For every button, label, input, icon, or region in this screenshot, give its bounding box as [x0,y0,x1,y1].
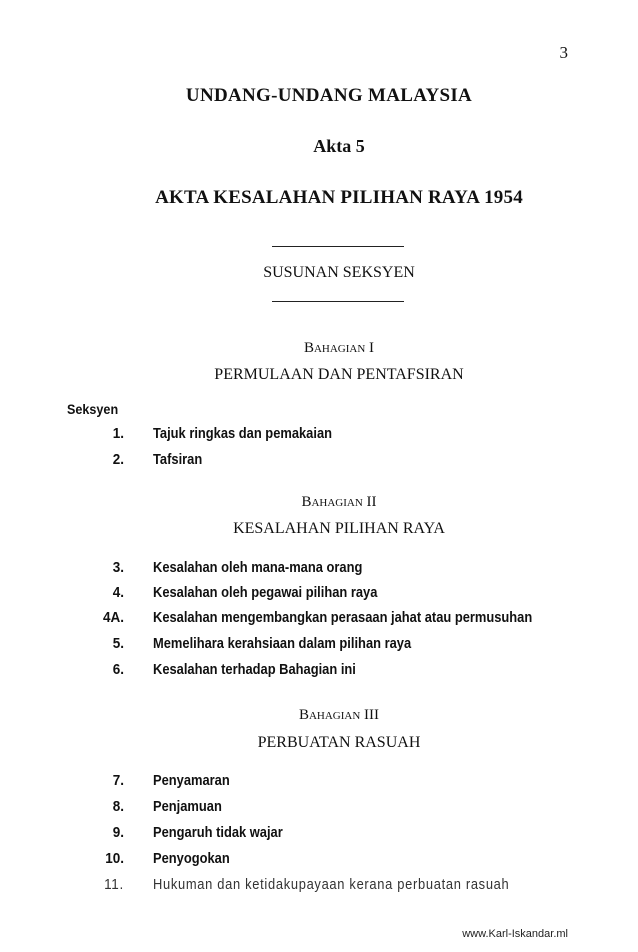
act-number: Akta 5 [313,136,365,156]
section-row [0,451,638,473]
section-title: Kesalahan oleh pegawai pilihan raya [153,584,378,601]
section-number: 4. [112,584,124,601]
section-row [0,850,638,872]
section-title: Penyamaran [153,772,230,789]
section-number: 3. [112,559,124,576]
section-title: Hukuman dan ketidakupayaan kerana perbuatan rasuah [153,876,510,893]
act-name: AKTA KESALAHAN PILIHAN RAYA 1954 [155,187,523,208]
section-number: 1. [112,425,124,442]
part-title: PERBUATAN RASUAH [257,734,421,751]
section-row [0,609,638,631]
section-row [0,584,638,606]
section-row [0,635,638,657]
part-title: PERMULAAN DAN PENTAFSIRAN [214,366,464,383]
section-number: 5. [112,635,124,652]
section-row [0,876,638,898]
section-title: Tajuk ringkas dan pemakaian [153,425,333,442]
section-row [0,824,638,846]
section-number: 11. [104,876,124,893]
section-title: Kesalahan oleh mana-mana orang [153,559,363,576]
section-row [0,772,638,794]
section-title: Kesalahan mengembangkan perasaan jahat atau permusuhan [153,609,533,626]
section-title: Penjamuan [153,798,222,815]
part-label: Bahagian II [301,494,377,510]
section-title: Kesalahan terhadap Bahagian ini [153,661,356,678]
website-watermark: www.Karl-Iskandar.ml [462,928,568,940]
section-row [0,559,638,581]
section-title: Pengaruh tidak wajar [153,824,283,841]
law-title: UNDANG-UNDANG MALAYSIA [185,85,473,106]
section-title: Tafsiran [153,451,203,468]
arrangement-heading: SUSUNAN SEKSYEN [263,264,415,281]
section-row [0,425,638,447]
section-number: 9. [112,824,124,841]
section-row [0,661,638,683]
part-label: Bahagian III [298,707,380,723]
divider-bottom [272,301,404,302]
section-number: 6. [112,661,124,678]
section-number: 8. [112,798,124,815]
part-title: KESALAHAN PILIHAN RAYA [233,520,445,537]
section-number: 4A. [102,609,124,626]
section-row [0,798,638,820]
section-title: Memelihara kerahsiaan dalam pilihan raya [153,635,412,652]
divider-top [272,246,404,247]
section-column-heading: Seksyen [67,401,119,417]
section-number: 2. [112,451,124,468]
part-label: Bahagian I [303,340,375,356]
section-number: 10. [105,850,124,867]
section-title: Penyogokan [153,850,230,867]
section-number: 7. [112,772,124,789]
page-number: 3 [559,43,568,62]
